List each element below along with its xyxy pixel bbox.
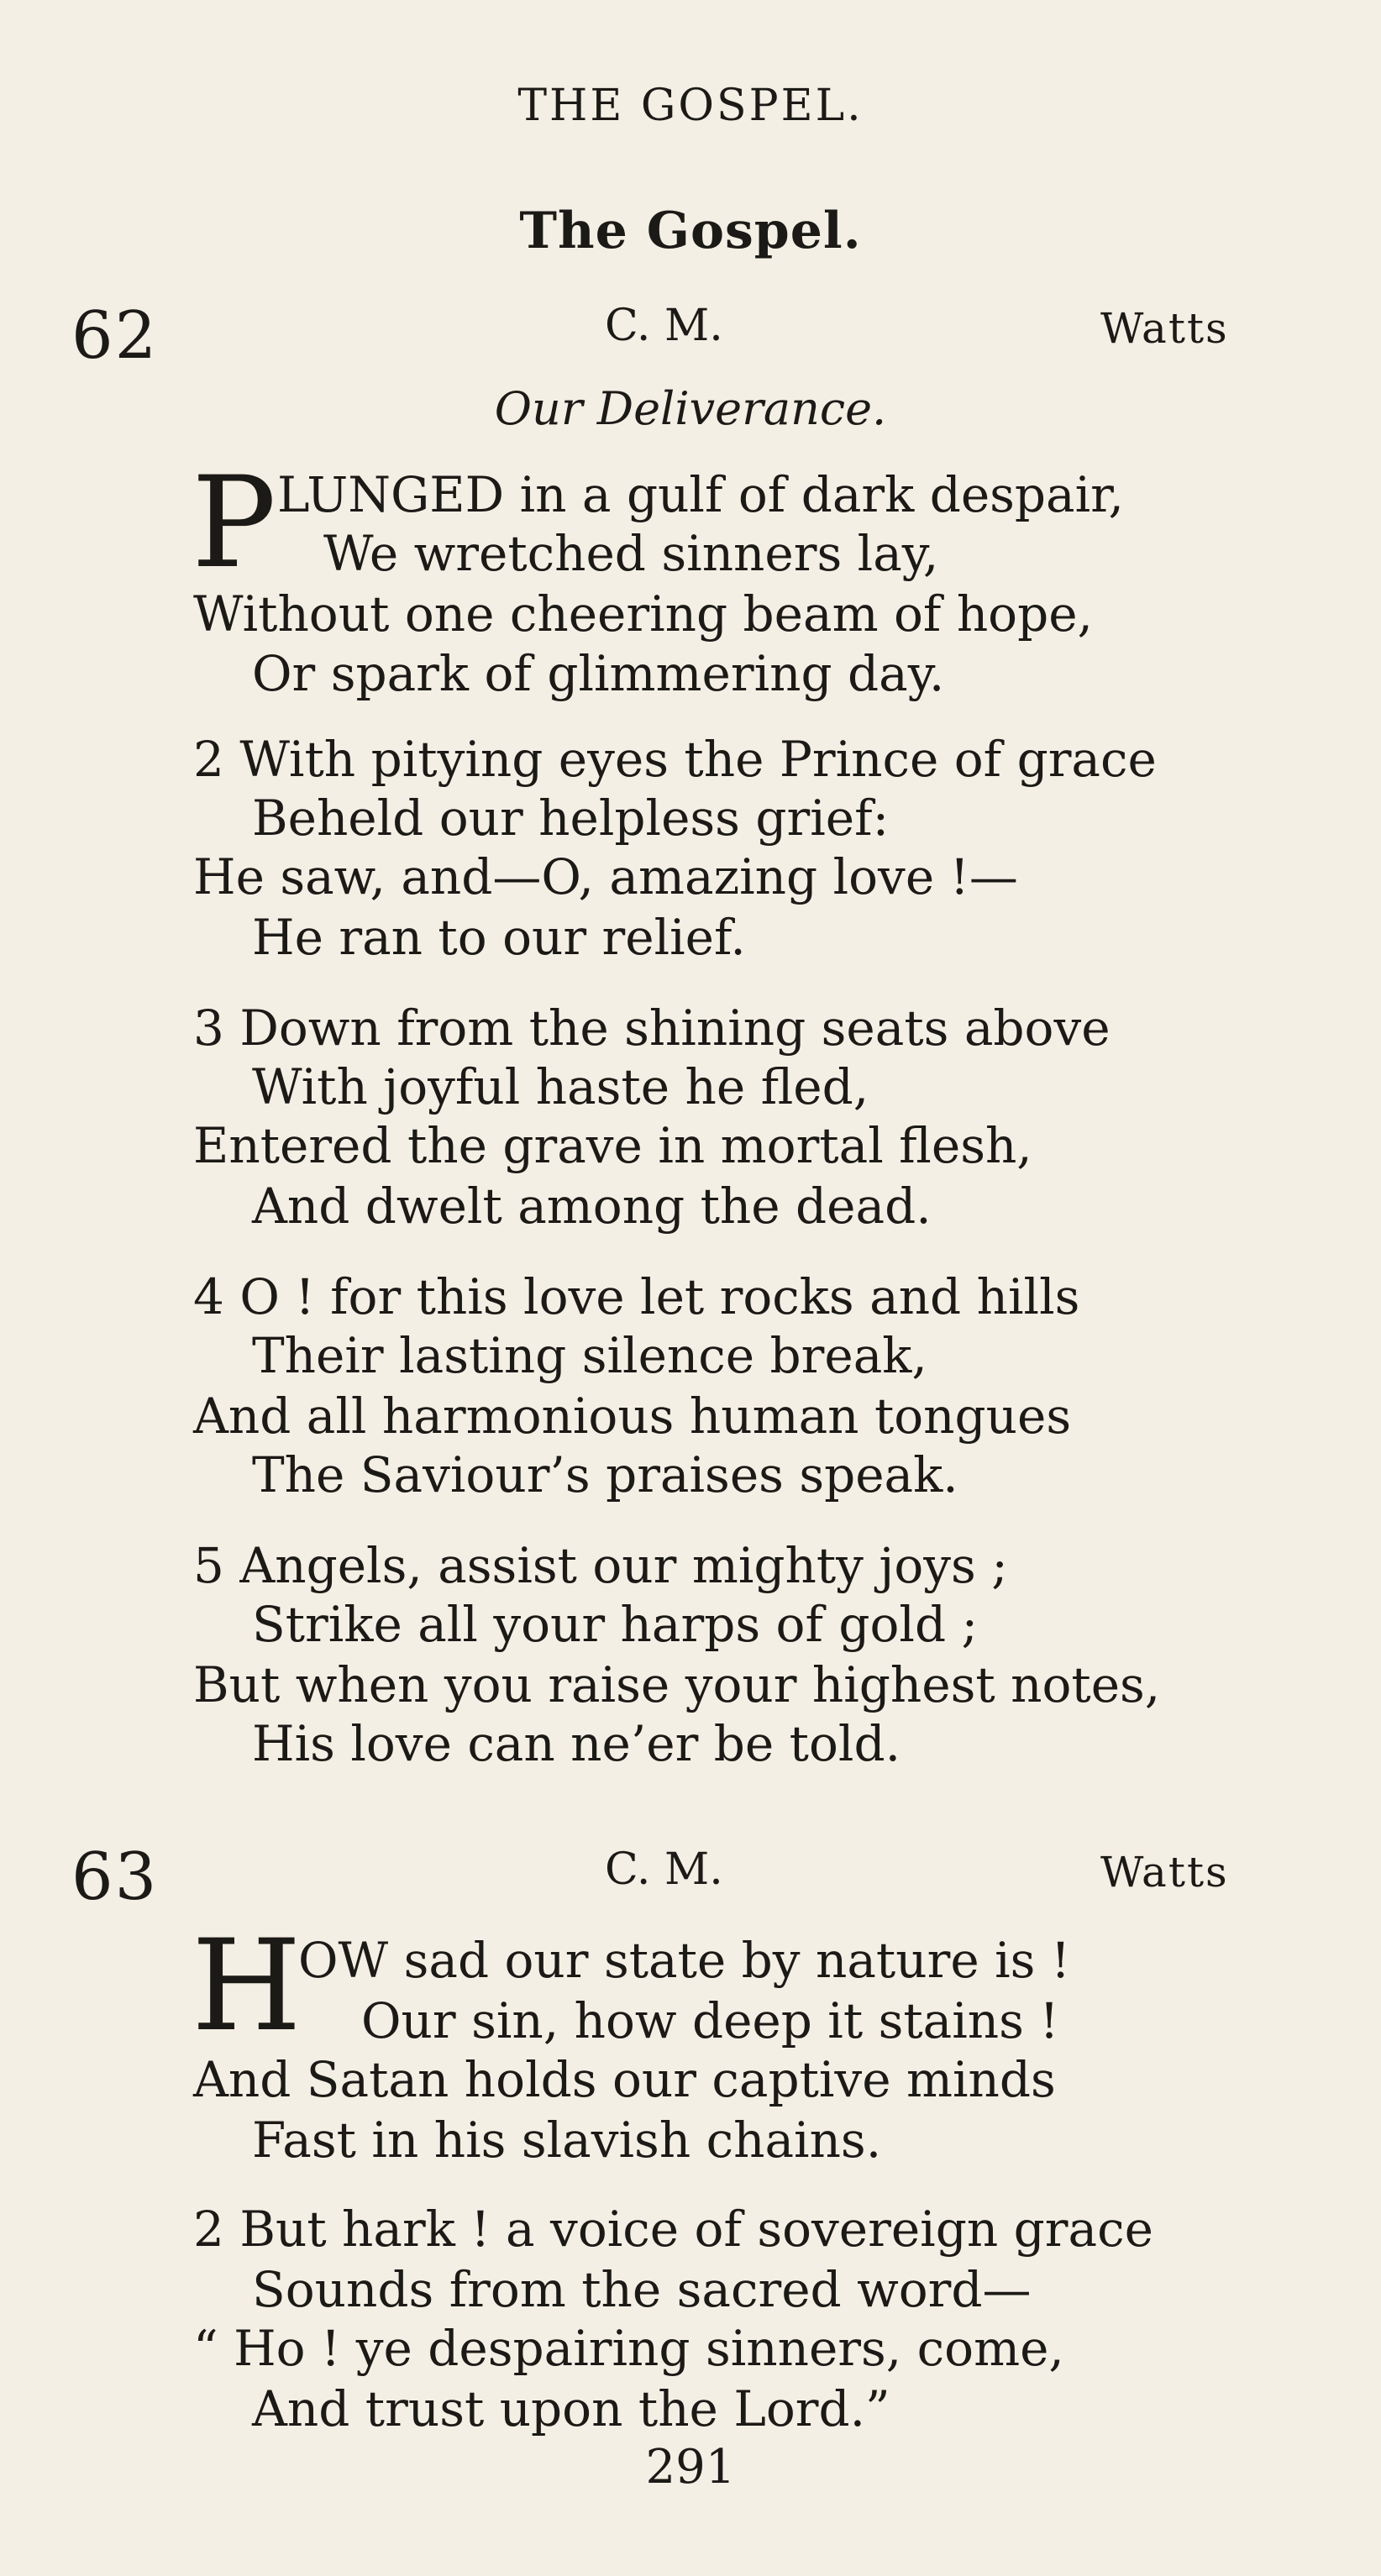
verse-line: Fast in his slavish chains. bbox=[252, 2112, 882, 2169]
verse-line: Beheld our helpless grief: bbox=[252, 790, 890, 847]
verse-line: Sounds from the sacred word— bbox=[252, 2261, 1032, 2318]
verse-line: 2 But hark ! a voice of sovereign grace bbox=[193, 2201, 1153, 2258]
verse-line: But when you raise your highest notes, bbox=[193, 1656, 1161, 1713]
hymn-number: 63 bbox=[71, 1839, 159, 1915]
verse-line: He saw, and—O, amazing love !— bbox=[193, 848, 1018, 905]
verse-line: Entered the grave in mortal flesh, bbox=[193, 1117, 1032, 1174]
hymn-meter: C. M. bbox=[605, 1844, 723, 1895]
verse-line: Our sin, how deep it stains ! bbox=[361, 1992, 1059, 2049]
verse-line: LUNGED in a gulf of dark despair, bbox=[277, 466, 1124, 523]
verse-line: He ran to our relief. bbox=[252, 909, 746, 966]
verse-line: Without one cheering beam of hope, bbox=[193, 585, 1093, 643]
hymn-number: 62 bbox=[71, 298, 159, 374]
verse-line: 3 Down from the shining seats above bbox=[193, 999, 1111, 1057]
verse-line: We wretched sinners lay, bbox=[323, 525, 939, 582]
verse-line: 2 With pitying eyes the Prince of grace bbox=[193, 731, 1157, 788]
verse-line: Their lasting silence break, bbox=[252, 1327, 927, 1384]
verse-line: “ Ho ! ye despairing sinners, come, bbox=[193, 2320, 1064, 2377]
hymn-author: Watts bbox=[1100, 304, 1229, 353]
section-title: The Gospel. bbox=[519, 202, 862, 260]
verse-line: And all harmonious human tongues bbox=[193, 1388, 1072, 1445]
verse-line: The Saviour’s praises speak. bbox=[252, 1446, 958, 1503]
verse-line: His love can ne’er be told. bbox=[252, 1715, 901, 1772]
verse-line: Or spark of glimmering day. bbox=[252, 645, 945, 702]
verse-line: And trust upon the Lord.” bbox=[252, 2380, 890, 2437]
verse-line: Strike all your harps of gold ; bbox=[252, 1596, 979, 1653]
verse-line: And dwelt among the dead. bbox=[252, 1178, 932, 1235]
drop-cap: H bbox=[192, 1913, 302, 2059]
verse-line: OW sad our state by nature is ! bbox=[298, 1932, 1071, 1989]
verse-line: And Satan holds our captive minds bbox=[193, 2051, 1056, 2108]
verse-line: With joyful haste he fled, bbox=[252, 1058, 869, 1115]
page-number: 291 bbox=[645, 2440, 736, 2495]
drop-cap: P bbox=[192, 450, 276, 596]
verse-line: 5 Angels, assist our mighty joys ; bbox=[193, 1537, 1008, 1594]
verse-line: 4 O ! for this love let rocks and hills bbox=[193, 1268, 1080, 1325]
hymn-meter: C. M. bbox=[605, 301, 723, 351]
hymn-subtitle: Our Deliverance. bbox=[494, 382, 887, 435]
running-head: THE GOSPEL. bbox=[517, 81, 864, 131]
hymn-author: Watts bbox=[1100, 1848, 1229, 1897]
